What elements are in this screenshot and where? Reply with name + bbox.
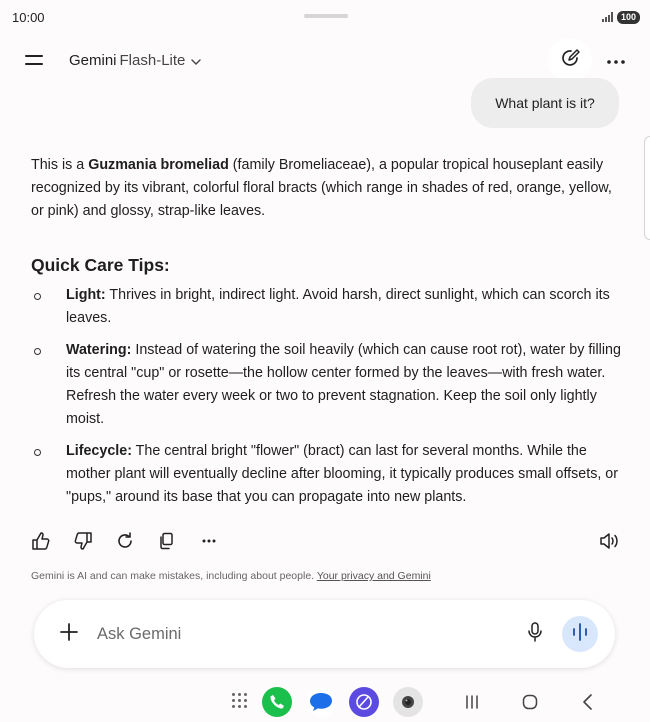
edit-icon <box>560 48 580 73</box>
model-name: Flash-Lite <box>119 51 186 69</box>
signal-icon <box>602 12 613 22</box>
model-response <box>31 154 621 518</box>
response-intro: This is a Guzmania bromeliad (family Bromeliaceae), a popular tropical houseplant easily recognized by its vibrant, colorful floral bracts (which range in shades of red, orange, yellow, or pink) and glossy, strap-like leaves. <box>31 157 612 219</box>
app-drawer-icon[interactable] <box>232 693 247 708</box>
user-message-bubble <box>471 78 619 128</box>
top-bar <box>0 38 650 82</box>
care-tips-list <box>31 284 621 509</box>
bullet-icon <box>34 293 41 300</box>
list-item: Lifecycle: The central bright "flower" (bract) can last for several months. While the mother plant will eventually decline after blooming, it typically produces small offsets, or "pups," around its base that you can propagate into new plants. <box>31 440 621 509</box>
thumbs-up-icon[interactable] <box>30 530 52 552</box>
back-button[interactable] <box>578 692 598 712</box>
navigation-bar <box>0 684 650 720</box>
new-chat-button[interactable] <box>554 44 586 76</box>
battery-icon: 100 <box>617 11 640 24</box>
model-selector[interactable] <box>69 52 201 69</box>
recents-button[interactable] <box>462 692 482 712</box>
home-button[interactable] <box>520 692 540 712</box>
list-item: Light: Thrives in bright, indirect light. Avoid harsh, direct sunlight, which can scorch its leaves. <box>31 284 621 330</box>
regenerate-icon[interactable] <box>114 530 136 552</box>
add-attachment-button[interactable] <box>58 623 80 645</box>
disclaimer: Gemini is AI and can make mistakes, including about people. Your privacy and Gemini <box>31 570 431 582</box>
status-time: 10:00 <box>12 9 45 25</box>
thumbs-down-icon[interactable] <box>72 530 94 552</box>
prompt-input-box[interactable] <box>34 600 615 668</box>
status-icons <box>602 11 640 24</box>
phone-app-icon[interactable] <box>262 687 292 717</box>
side-panel-handle[interactable] <box>644 136 650 240</box>
speaker-icon[interactable] <box>598 530 620 552</box>
bullet-icon <box>34 449 41 456</box>
microphone-button[interactable] <box>523 622 547 646</box>
camera-app-icon[interactable] <box>393 687 423 717</box>
waveform-icon <box>572 623 588 646</box>
more-vert-icon <box>607 51 625 69</box>
top-actions <box>554 44 632 76</box>
plus-icon <box>60 623 78 646</box>
user-message-text: What plant is it? <box>495 95 595 111</box>
section-heading: Quick Care Tips: <box>31 255 170 275</box>
menu-icon[interactable] <box>22 48 46 72</box>
prompt-input[interactable]: Ask Gemini <box>97 624 182 643</box>
browser-app-icon[interactable] <box>349 687 379 717</box>
more-icon[interactable] <box>198 530 220 552</box>
list-item: Watering: Instead of watering the soil heavily (which can cause root rot), water by filling its central "cup" or rosette—the hollow center formed by the leaves—with fresh water. Refresh the water every week or two to prevent stagnation. Keep the soil only lightly moist. <box>31 339 621 431</box>
privacy-link[interactable]: Your privacy and Gemini <box>316 570 431 582</box>
messages-app-icon[interactable] <box>306 687 336 717</box>
response-actions <box>30 528 620 554</box>
chevron-down-icon <box>191 52 201 69</box>
more-options-button[interactable] <box>600 44 632 76</box>
camera-notch <box>304 14 348 18</box>
live-button[interactable] <box>562 616 598 652</box>
app-name: Gemini <box>69 51 117 69</box>
bullet-icon <box>34 348 41 355</box>
microphone-icon <box>528 622 542 647</box>
copy-icon[interactable] <box>156 530 178 552</box>
